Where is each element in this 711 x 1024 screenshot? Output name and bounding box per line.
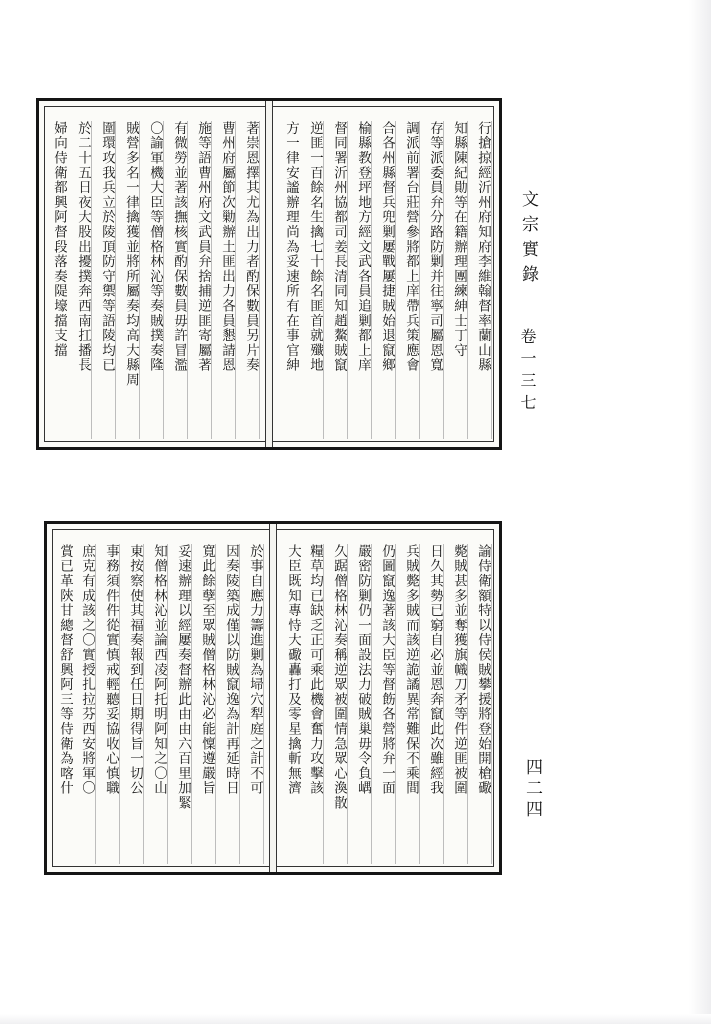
lower-spread-gutter — [269, 524, 277, 872]
text-column: 於事自應力籌進剿為埽穴犁庭之計不可 — [243, 544, 264, 864]
text-column: 於二十五日夜大股出擾撲奔西南扛播長 — [71, 121, 92, 439]
page-edge-shadow — [689, 0, 711, 1024]
text-column: 寬此餘孽至眾賊僧格林沁必能懍遵嚴旨 — [195, 544, 216, 864]
text-column: 施等語曹州府文武員弁捨捕逆匪寄屬著 — [191, 121, 212, 439]
text-column: 賞已革陝甘總督舒興阿三等侍衛為喀什 — [57, 544, 73, 796]
text-column: 大臣既知專恃大礮轟打及零星擒斬無濟 — [285, 544, 301, 796]
text-column: 知縣陳紀勛等在籍辦理團練紳士丁守 — [447, 121, 468, 439]
text-column: 日久其勢已窮自必並恩奔竄此次雖經我 — [423, 544, 444, 864]
text-column: 合各州縣督兵兜剿屢戰屢捷賊始退竄鄉 — [375, 121, 396, 439]
text-column: 逆匪一百餘名生擒七十餘名匪首就殲地 — [303, 121, 324, 439]
text-column: 仍圖竄逸著該大臣等督飭各營將弁一面 — [375, 544, 396, 864]
text-column: 斃賊甚多並奪獲旗幟刀矛等件逆匪被圍 — [447, 544, 468, 864]
volume-label: 卷一三七 — [518, 328, 537, 416]
text-column: 久踞僧格林沁奏稱逆眾被圍情急眾心渙散 — [327, 544, 348, 864]
text-column: 妥速辦理以經屢奏督辦此由由六百里加緊 — [171, 544, 192, 864]
text-column: 庶克有成該之〇實授扎拉芬西安將軍〇 — [75, 544, 96, 864]
text-column: 方一律安謐辦理尚為妥速所有在事官紳 — [283, 121, 299, 373]
text-column: 糧草均已缺乏正可乘此機會奮力攻擊該 — [303, 544, 324, 864]
text-column: 賊營多名一律擒獲並將所屬奏均高大縣周 — [119, 121, 140, 439]
lower-spread — [44, 521, 502, 875]
text-column: 婦向侍衛都興阿督段落奏隄壕擋支擋 — [51, 121, 67, 358]
page-number: 四二四 — [522, 758, 542, 821]
text-column: 嚴密防剿仍一面設法力破賊巢毋令負嵎 — [351, 544, 372, 864]
text-column: 知僧格林沁並論西凌阿托明阿知之〇山 — [147, 544, 168, 864]
text-column: 圍環攻我兵立於陵頂防守禦等語陵均已 — [95, 121, 116, 439]
text-column: 曹州府屬節次勦辦土匪出力各員懇請恩 — [215, 121, 236, 439]
text-column: 因奏陵築成僅以防賊竄逸為計再延時日 — [219, 544, 240, 864]
text-column: 有微勞並著該撫核實酌保數員毋許冒濫 — [167, 121, 188, 439]
text-column: 〇諭軍機大臣等僧格林沁等奏賊撲奏隆 — [143, 121, 164, 439]
text-column: 著崇恩擇其尤為出力者酌保數員另片奏 — [239, 121, 260, 439]
text-column: 存等派委員弁分路防剿并往寧司屬恩寬 — [423, 121, 444, 439]
upper-spread — [36, 98, 502, 450]
text-column: 兵賊斃多賊而該逆詭譎異常難保不乘間 — [399, 544, 420, 864]
upper-spread-gutter — [265, 101, 273, 447]
text-column: 諭侍衛額特以侍侯賊攀援將登始開槍礮 — [471, 544, 492, 864]
book-title: 文宗實錄 — [518, 190, 538, 290]
page-bottom-edge — [0, 1014, 711, 1024]
text-column: 行搶掠經沂州府知府李維翰督率蘭山縣 — [471, 121, 492, 439]
text-column: 調派前署台莊營參將都上庠帶兵策應會 — [399, 121, 420, 439]
text-column: 事務須件件從實慎戒輕聽妥協收心慎職 — [99, 544, 120, 864]
text-column: 榆縣教登坪地方經文武各員追剿都上庠 — [351, 121, 372, 439]
text-column: 東按察使其福奏報到任日期得旨一切公 — [123, 544, 144, 864]
text-column: 督同署沂州協都司姜長清同知趙鰲賊竄 — [327, 121, 348, 439]
